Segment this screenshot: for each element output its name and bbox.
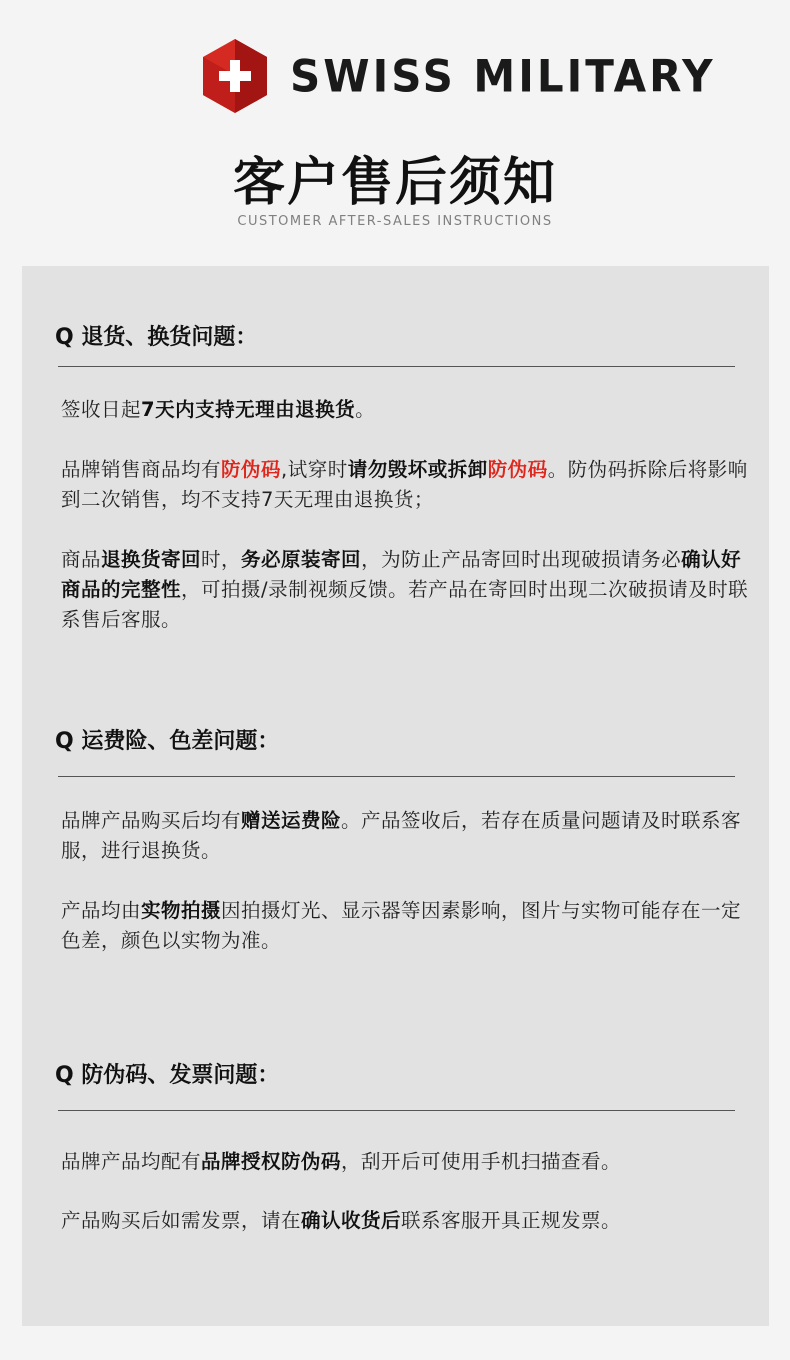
paragraph (61, 1147, 751, 1177)
body-text: 。产品签收后，若存在质量问题请及时联系客服，进行退换货。 (61, 809, 742, 862)
section-divider (58, 1110, 735, 1111)
paragraph (61, 455, 751, 515)
body-text: ，可拍摄/录制视频反馈。若产品在寄回时出现二次破损请及时联系售后客服。 (61, 578, 749, 631)
body-text: 品牌产品购买后均有 (61, 809, 242, 832)
paragraph (61, 806, 751, 866)
body-text: 商品 (61, 548, 102, 571)
highlight-red-text: 防伪码 (221, 458, 282, 481)
body-text: 品牌销售商品均有 (61, 458, 222, 481)
emphasis-text: 务必原装寄回 (241, 548, 362, 571)
emphasis-text: 品牌授权防伪码 (201, 1150, 342, 1173)
swiss-cross-icon (202, 38, 268, 114)
page-header (0, 0, 790, 266)
section-title: Q 运费险、色差问题： (55, 729, 280, 754)
emphasis-text: 确认收货后 (301, 1209, 402, 1232)
body-text: 产品购买后如需发票，请在 (61, 1209, 302, 1232)
emphasis-text: 赠送运费险 (241, 809, 342, 832)
emphasis-text: 7天内支持无理由退换货 (141, 398, 356, 421)
instructions-panel (22, 266, 769, 1326)
body-text: ，刮开后可使用手机扫描查看。 (341, 1150, 622, 1173)
body-text: 品牌产品均配有 (61, 1150, 202, 1173)
emphasis-text: 退换货寄回 (101, 548, 202, 571)
body-text: 产品均由 (61, 899, 142, 922)
emphasis-text: 请勿毁坏或拆卸 (347, 458, 488, 481)
paragraph (61, 1206, 751, 1236)
body-text: 时， (201, 548, 242, 571)
section-divider (58, 776, 735, 777)
page-subtitle: CUSTOMER AFTER-SALES INSTRUCTIONS (237, 214, 553, 229)
paragraph (61, 545, 751, 635)
body-text: 。防伪码拆除后将影响到二次销售，均不支持7天无理由退换货； (61, 458, 748, 511)
emphasis-text: 实物拍摄 (141, 899, 222, 922)
brand-logo (202, 38, 716, 114)
body-text: 因拍摄灯光、显示器等因素影响，图片与实物可能存在一定色差，颜色以实物为准。 (61, 899, 742, 952)
section-title: Q 退货、换货问题： (55, 325, 258, 350)
highlight-red-text: 防伪码 (487, 458, 548, 481)
page-title: 客户售后须知 (232, 153, 557, 213)
paragraph (61, 896, 751, 956)
brand-name: SWISS MILITARY (290, 50, 716, 102)
body-text: 签收日起 (61, 398, 142, 421)
paragraph (61, 395, 751, 425)
body-text: ，为防止产品寄回时出现破损请务必 (361, 548, 682, 571)
emphasis-text: 确认好商品的完整性 (61, 548, 742, 601)
section-title: Q 防伪码、发票问题： (55, 1063, 280, 1088)
body-text: ,试穿时 (281, 458, 348, 481)
section-divider (58, 366, 735, 367)
body-text: 联系客服开具正规发票。 (401, 1209, 622, 1232)
body-text: 。 (355, 398, 376, 421)
